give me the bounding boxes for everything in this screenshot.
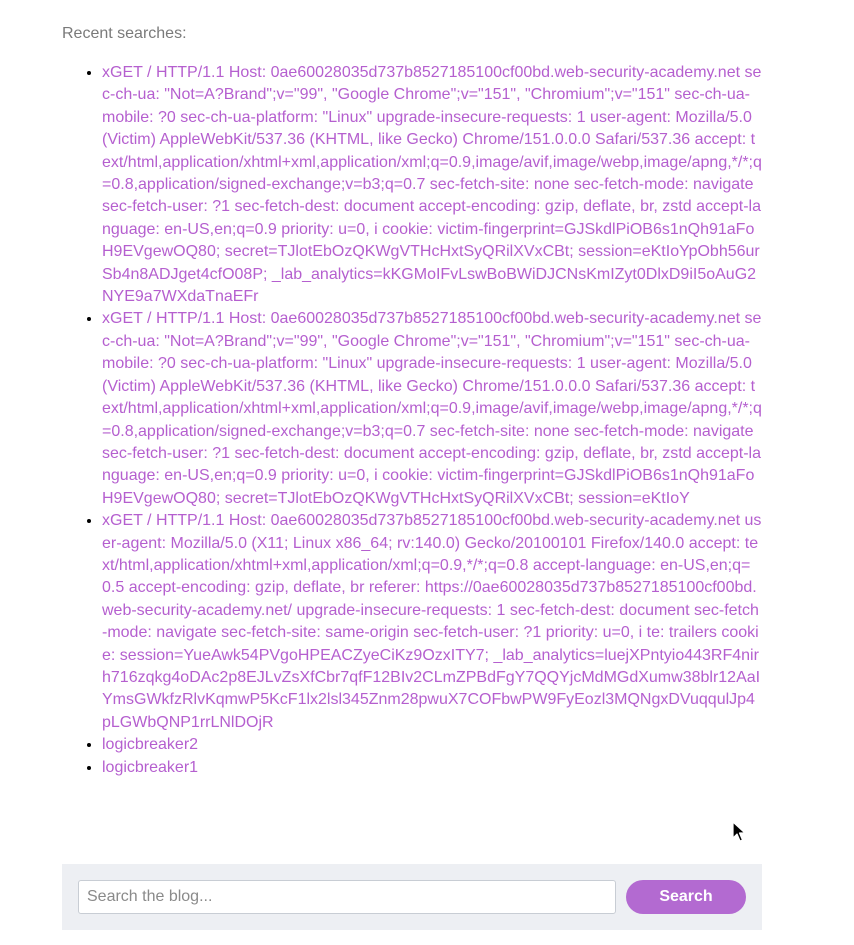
search-input[interactable] xyxy=(78,880,616,914)
recent-search-link[interactable]: xGET / HTTP/1.1 Host: 0ae60028035d737b8527185100cf00bd.web-security-academy.net user-agent: Mozilla/5.0 (X11; Linux x86_64; rv:140.0) Gecko/20100101 Firefox/140.0 accept: text/html,application/xhtml+xml,application/xml;q=0.9,*/*;q=0.8 accept-language: en-US,en;q=0.5 accept-encoding: gzip, deflate, br referer: https://0ae60028035d737b8527185100cf00bd.web-security-academy.net/ upgrade-insecure-requests: 1 sec-fetch-dest: document sec-fetch-mode: navigate sec-fetch-site: same-origin sec-fetch-user: ?1 priority: u=0, i te: trailers cookie: session=YueAwk54PVgoHPEACZyeCiKz9OzxITY7; _lab_analytics=luejXPntyio443RF4nirh716zqkg4oDAc2p8EJLvZsXfCbr7qfF12BIv2CLmZPBdFgY7QQYjcMdMGdXumw38blr12AaIYmsGWkfzRlvKqmwP5KcF1lx2lsl345Znm28pwuX7COFbwPW9FyEozl3MQNgxDVuqqulJp4pLGWbQNP1rrLNlDOjR xyxy=(102,512,762,731)
list-item xyxy=(102,62,762,308)
list-item xyxy=(102,757,762,779)
recent-search-link[interactable]: logicbreaker1 xyxy=(102,758,199,776)
recent-search-link[interactable]: xGET / HTTP/1.1 Host: 0ae60028035d737b8527185100cf00bd.web-security-academy.net sec-ch-ua: "Not=A?Brand";v="99", "Google Chrome";v="151", "Chromium";v="151" sec-ch-ua-mobile: ?0 sec-ch-ua-platform: "Linux" upgrade-insecure-requests: 1 user-agent: Mozilla/5.0 (Victim) AppleWebKit/537.36 (KHTML, like Gecko) Chrome/151.0.0.0 Safari/537.36 accept: text/html,application/xhtml+xml,application/xml;q=0.9,image/avif,image/webp,image/apng,*/*;q=0.8,application/signed-exchange;v=b3;q=0.7 sec-fetch-site: none sec-fetch-mode: navigate sec-fetch-user: ?1 sec-fetch-dest: document accept-encoding: gzip, deflate, br, zstd accept-language: en-US,en;q=0.9 priority: u=0, i cookie: victim-fingerprint=GJSkdlPiOB6s1nQh91aFoH9EVgewOQ80; secret=TJlotEbOzQKWgVTHcHxtSyQRilXVxCBt; session=eKtIoYpObh56urSb4n8ADJget4cfO08P; _lab_analytics=kKGMoIFvLswBoBWiDJCNsKmIZyt0DlxD9iI5oAuG2NYE9a7WXdaTnaEFr xyxy=(102,64,762,306)
list-item xyxy=(102,510,762,734)
search-button[interactable]: Search xyxy=(626,880,746,914)
recent-search-link[interactable]: xGET / HTTP/1.1 Host: 0ae60028035d737b8527185100cf00bd.web-security-academy.net sec-ch-ua: "Not=A?Brand";v="99", "Google Chrome";v="151", "Chromium";v="151" sec-ch-ua-mobile: ?0 sec-ch-ua-platform: "Linux" upgrade-insecure-requests: 1 user-agent: Mozilla/5.0 (Victim) AppleWebKit/537.36 (KHTML, like Gecko) Chrome/151.0.0.0 Safari/537.36 accept: text/html,application/xhtml+xml,application/xml;q=0.9,image/avif,image/webp,image/apng,*/*;q=0.8,application/signed-exchange;v=b3;q=0.7 sec-fetch-site: none sec-fetch-mode: navigate sec-fetch-user: ?1 sec-fetch-dest: document accept-encoding: gzip, deflate, br, zstd accept-language: en-US,en;q=0.9 priority: u=0, i cookie: victim-fingerprint=GJSkdlPiOB6s1nQh91aFoH9EVgewOQ80; secret=TJlotEbOzQKWgVTHcHxtSyQRilXVxCBt; session=eKtIoY xyxy=(102,310,762,507)
recent-searches-heading: Recent searches: xyxy=(62,25,187,42)
recent-searches-list xyxy=(62,62,762,779)
recent-search-link[interactable]: logicbreaker2 xyxy=(102,736,199,754)
list-item xyxy=(102,308,762,510)
mouse-cursor-icon xyxy=(732,821,746,843)
list-item xyxy=(102,734,762,756)
search-panel xyxy=(62,864,762,930)
